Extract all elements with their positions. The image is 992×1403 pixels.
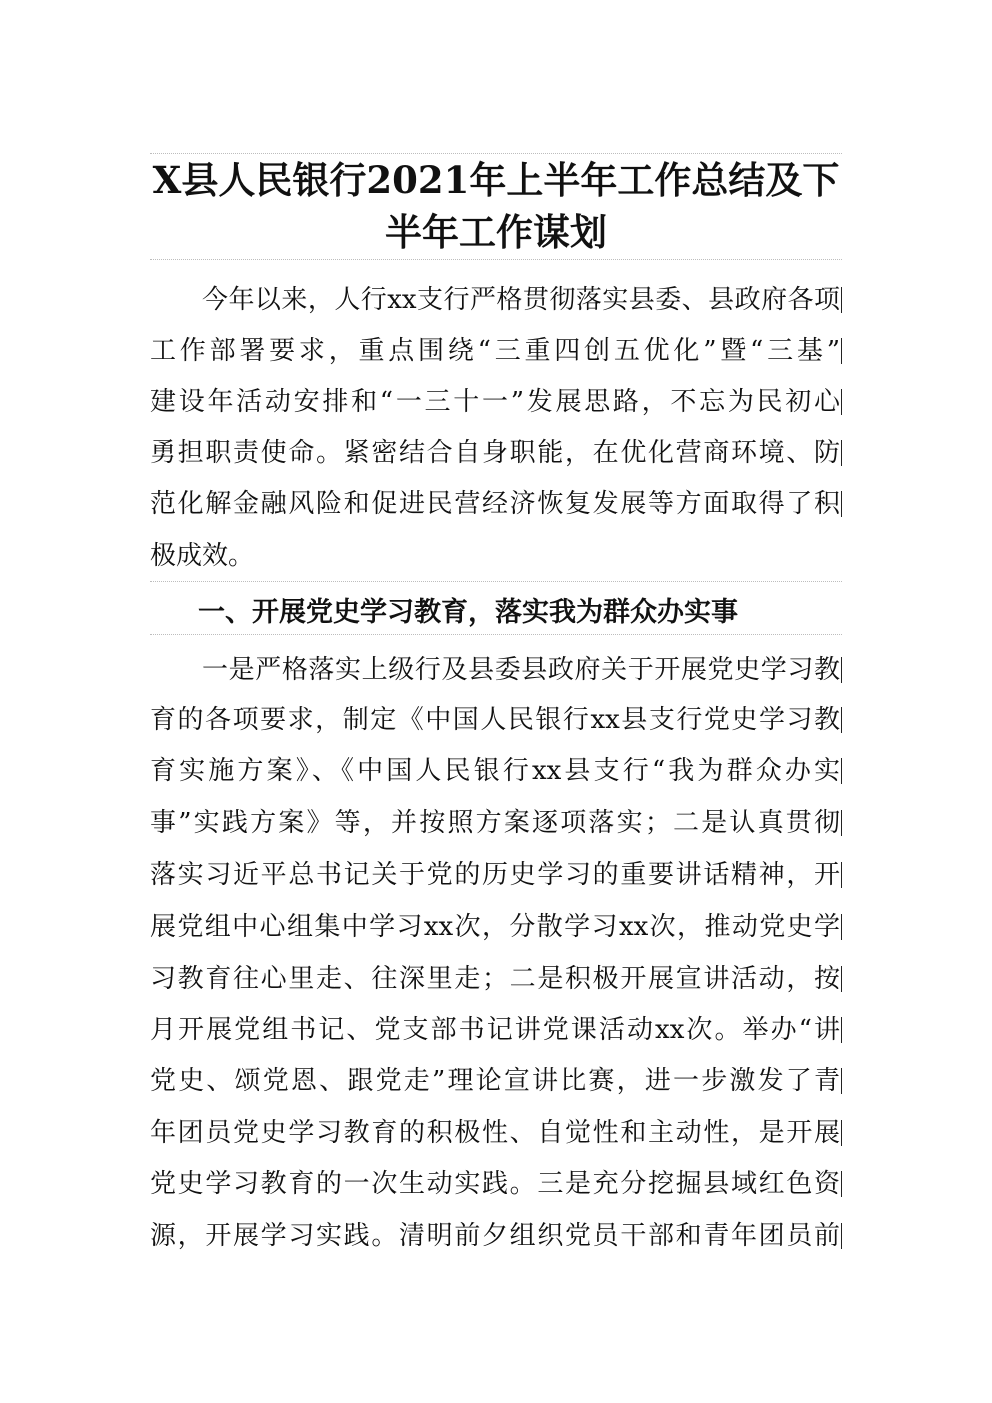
margin-marker xyxy=(841,338,842,364)
margin-marker xyxy=(841,389,842,415)
margin-marker xyxy=(841,862,842,888)
margin-marker xyxy=(841,1171,842,1197)
body-line: 一是严格落实上级行及县委县政府关于开展党史学习教 xyxy=(202,655,840,685)
paragraph-rule xyxy=(150,581,842,582)
body-line: 展党组中心组集中学习xx次，分散学习xx次，推动党史学 xyxy=(150,912,840,942)
title-bottom-rule xyxy=(150,259,842,260)
intro-line: 勇担职责使命。紧密结合自身职能，在优化营商环境、防 xyxy=(150,438,840,468)
body-line: 事”实践方案》等，并按照方案逐项落实；二是认真贯彻 xyxy=(150,808,840,838)
document-title-line-1: X县人民银行2021年上半年工作总结及下 xyxy=(152,158,840,202)
body-line: 党史学习教育的一次生动实践。三是充分挖掘县域红色资 xyxy=(150,1169,840,1199)
body-line: 习教育往心里走、往深里走；二是积极开展宣讲活动，按 xyxy=(150,964,840,994)
document-title-line-2: 半年工作谋划 xyxy=(385,210,607,254)
margin-marker xyxy=(841,966,842,992)
margin-marker xyxy=(841,657,842,683)
intro-line: 极成效。 xyxy=(150,541,255,571)
margin-marker xyxy=(841,287,842,313)
body-line: 年团员党史学习教育的积极性、自觉性和主动性，是开展 xyxy=(150,1118,840,1148)
body-line: 育实施方案》、《中国人民银行xx县支行“我为群众办实 xyxy=(150,756,840,786)
margin-marker xyxy=(841,758,842,784)
title-top-rule xyxy=(150,153,842,154)
body-line: 落实习近平总书记关于党的历史学习的重要讲话精神，开 xyxy=(150,860,840,890)
margin-marker xyxy=(841,707,842,733)
heading-rule xyxy=(150,634,842,635)
body-line: 月开展党组书记、党支部书记讲党课活动xx次。举办“讲 xyxy=(150,1015,840,1045)
margin-marker xyxy=(841,1120,842,1146)
margin-marker xyxy=(841,1068,842,1094)
margin-marker xyxy=(841,914,842,940)
body-line: 源，开展学习实践。清明前夕组织党员干部和青年团员前 xyxy=(150,1221,840,1251)
body-line: 党史、颂党恩、跟党走”理论宣讲比赛，进一步激发了青 xyxy=(150,1066,840,1096)
intro-line: 工作部署要求，重点围绕“三重四创五优化”暨“三基” xyxy=(150,336,840,366)
margin-marker xyxy=(841,1017,842,1043)
margin-marker xyxy=(841,440,842,466)
intro-line: 建设年活动安排和“一三十一”发展思路，不忘为民初心 xyxy=(150,387,840,417)
body-line: 育的各项要求，制定《中国人民银行xx县支行党史学习教 xyxy=(150,705,840,735)
section-heading: 一、开展党史学习教育，落实我为群众办实事 xyxy=(198,597,738,628)
intro-line: 今年以来，人行xx支行严格贯彻落实县委、县政府各项 xyxy=(202,285,840,315)
intro-line: 范化解金融风险和促进民营经济恢复发展等方面取得了积 xyxy=(150,489,840,519)
margin-marker xyxy=(841,1223,842,1249)
margin-marker xyxy=(841,810,842,836)
margin-marker xyxy=(841,491,842,517)
